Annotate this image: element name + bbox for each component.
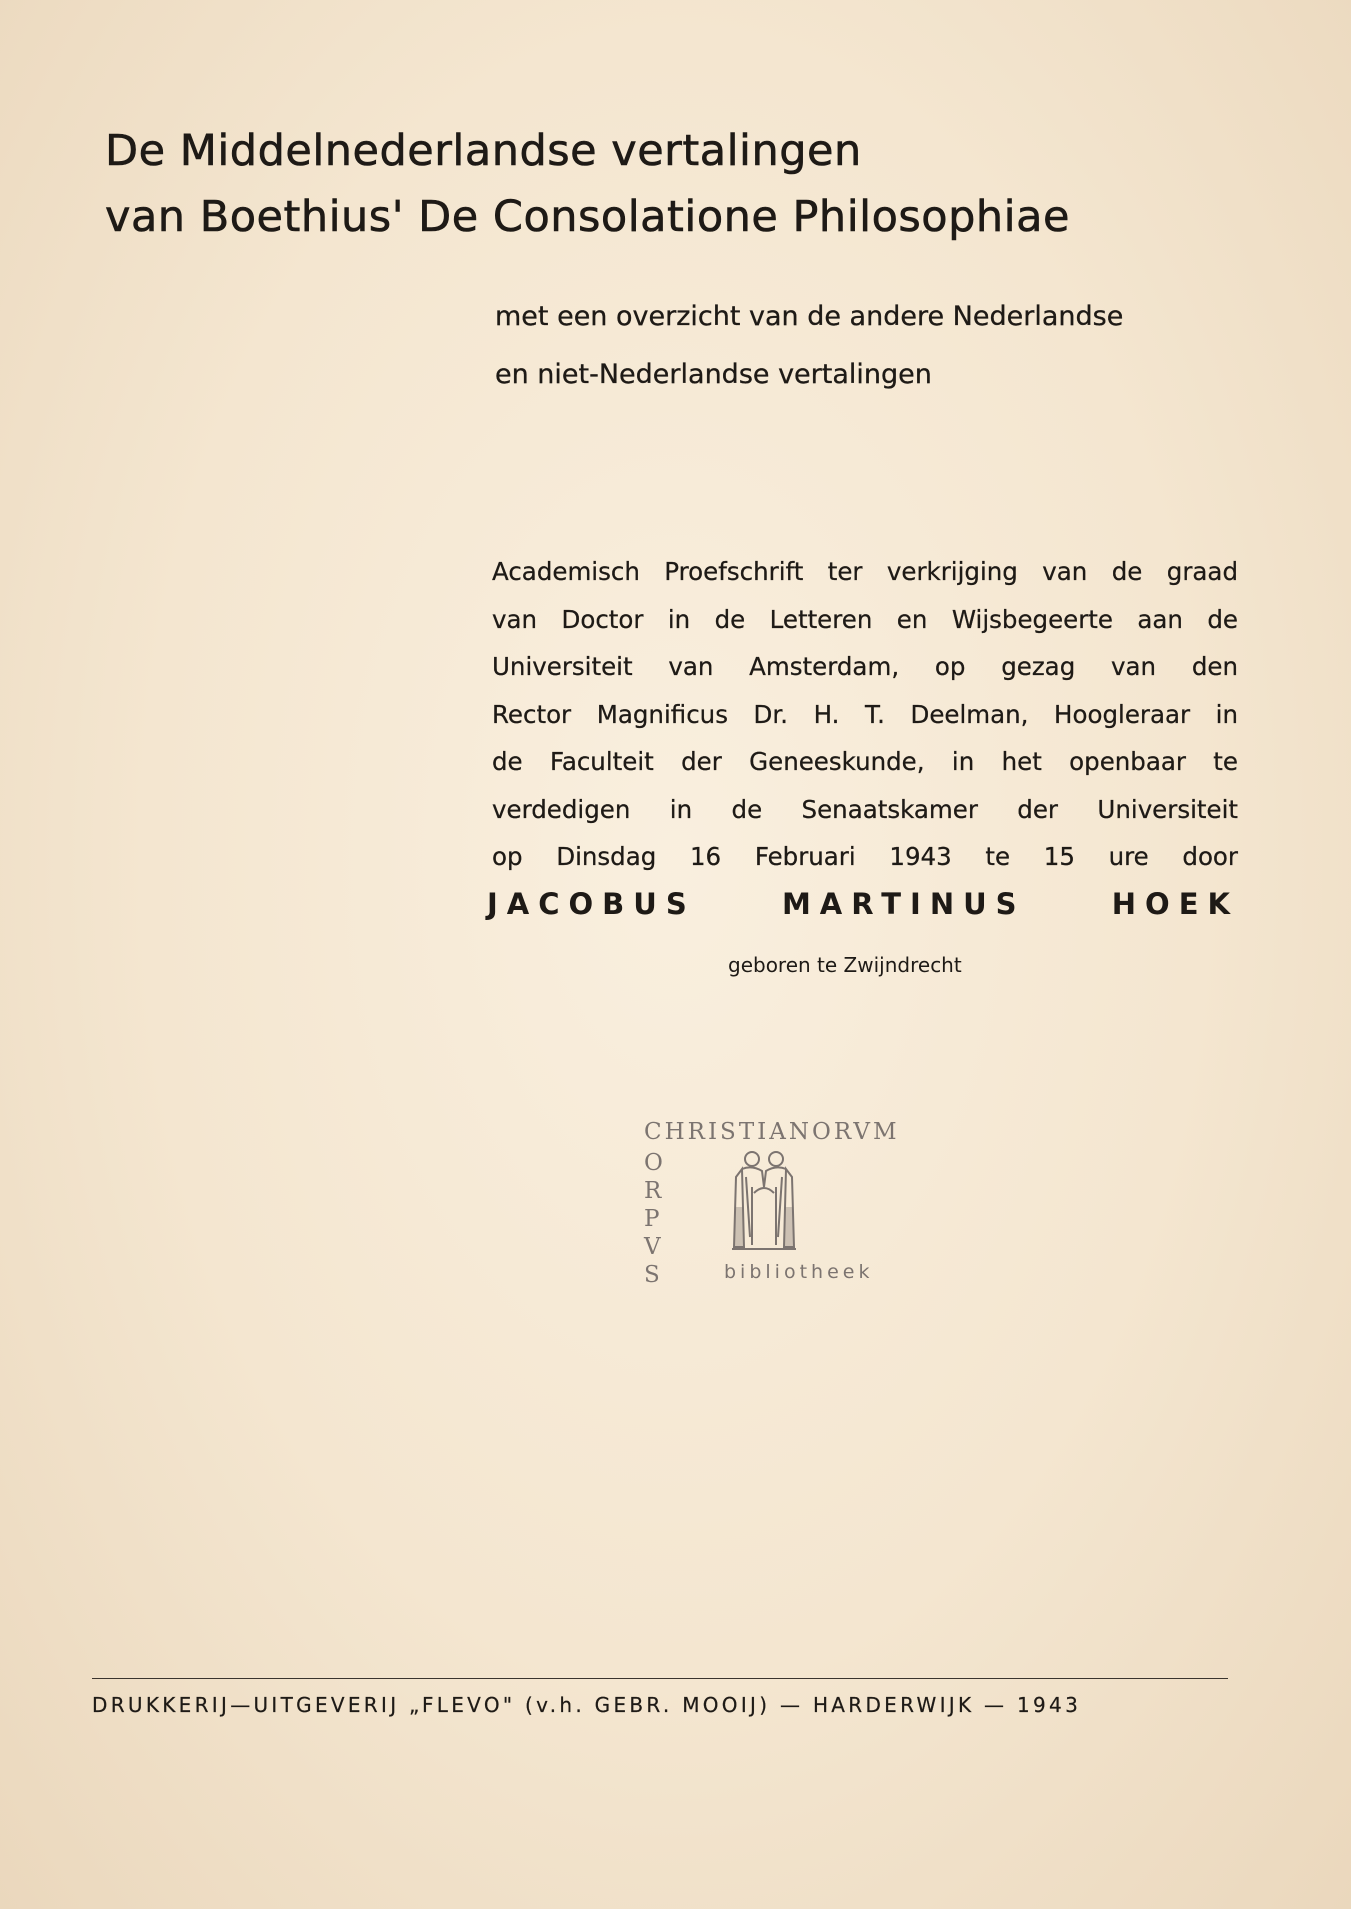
author-middle-name: MARTINUS [781, 887, 1026, 921]
stamp-library-text: bibliotheek [724, 1261, 874, 1283]
title-line-1: De Middelnederlandse vertalingen [105, 126, 862, 176]
stamp-letter: R [644, 1178, 662, 1204]
thesis-line: de Faculteit der Geneeskunde, in het openbaar te [492, 747, 1238, 776]
subtitle-line-2: en niet-Nederlandse vertalingen [495, 359, 932, 390]
book-subtitle [495, 288, 1255, 404]
thesis-line: Rector Magnificus Dr. H. T. Deelman, Hoogleraar in [492, 699, 1238, 729]
publisher-imprint: DRUKKERIJ—UITGEVERIJ „FLEVO" (v.h. GEBR. MOOIJ) — HARDERWIJK — 1943 [92, 1693, 1082, 1717]
stamp-letter: S [644, 1262, 660, 1288]
footer-divider [92, 1678, 1228, 1679]
thesis-statement [492, 548, 1238, 881]
stamp-letter: O [644, 1150, 663, 1176]
author-name [487, 887, 1239, 921]
library-stamp [636, 1115, 936, 1295]
subtitle-line-1: met een overzicht van de andere Nederlandse [495, 301, 1124, 332]
thesis-line: Universiteit van Amsterdam, op gezag van den [492, 652, 1238, 681]
stamp-letter: P [644, 1206, 660, 1232]
author-last-name: HOEK [1111, 887, 1239, 921]
thesis-line: op Dinsdag 16 Februari 1943 te 15 ure door [492, 842, 1238, 871]
stamp-top-text: CHRISTIANORVM [644, 1119, 900, 1145]
thesis-line: van Doctor in de Letteren en Wijsbegeerte aan de [492, 604, 1238, 634]
stamp-vertical-text [644, 1149, 664, 1289]
thesis-line: verdedigen in de Senaatskamer der Universiteit [492, 794, 1238, 824]
title-line-2: van Boethius' De Consolatione Philosophiae [105, 192, 1070, 242]
stamp-letter: V [644, 1234, 661, 1260]
author-first-name: JACOBUS [487, 887, 696, 921]
thesis-line: Academisch Proefschrift ter verkrijging van de graad [492, 557, 1238, 586]
book-title [105, 118, 1305, 250]
birthplace-line: geboren te Zwijndrecht [728, 953, 962, 977]
saints-figure-icon [724, 1147, 804, 1253]
